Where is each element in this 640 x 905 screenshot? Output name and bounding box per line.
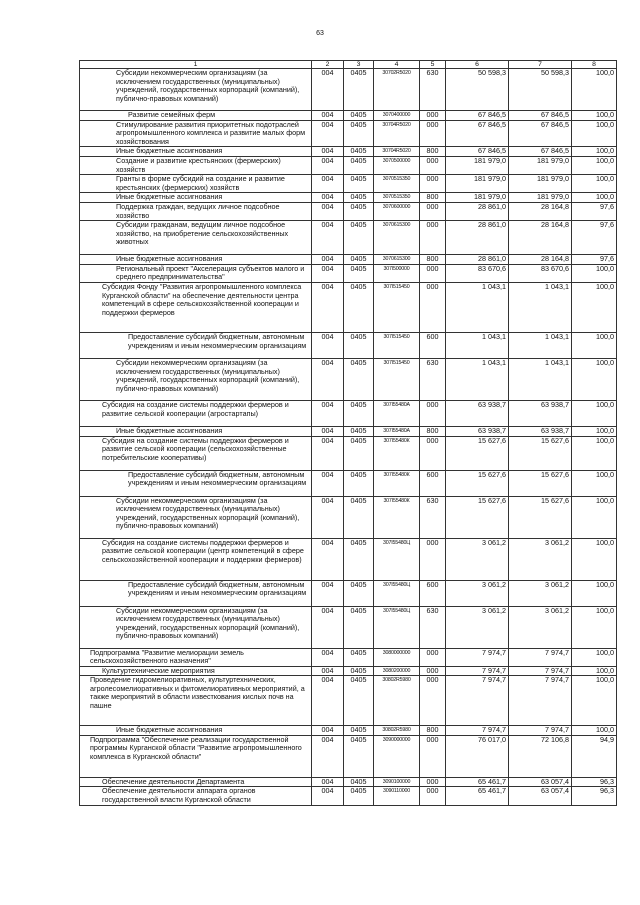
expense-type-code: 630	[420, 496, 446, 538]
target-article-code: 307I515450	[374, 332, 420, 358]
column-header: 3	[344, 61, 374, 69]
execution-percent: 100,0	[572, 580, 617, 606]
planned-amount: 83 670,6	[446, 264, 509, 282]
item-name: Субсидии гражданам, ведущим личное подсобное хозяйство, на приобретение сельскохозяйственных животных	[80, 221, 312, 255]
executed-amount: 67 846,5	[509, 120, 572, 147]
planned-amount: 50 598,3	[446, 69, 509, 111]
table-row	[80, 282, 617, 332]
ministry-code: 004	[312, 666, 344, 676]
planned-amount: 3 061,2	[446, 580, 509, 606]
expense-type-code: 000	[420, 202, 446, 220]
execution-percent: 100,0	[572, 666, 617, 676]
expense-type-code: 600	[420, 580, 446, 606]
section-code: 0405	[344, 120, 374, 147]
ministry-code: 004	[312, 496, 344, 538]
table-row	[80, 787, 617, 805]
ministry-code: 004	[312, 580, 344, 606]
planned-amount: 67 846,5	[446, 111, 509, 121]
ministry-code: 004	[312, 69, 344, 111]
executed-amount: 181 979,0	[509, 156, 572, 174]
planned-amount: 28 861,0	[446, 255, 509, 265]
table-row	[80, 175, 617, 193]
section-code: 0405	[344, 332, 374, 358]
target-article-code: 307I55480К	[374, 436, 420, 470]
item-name: Субсидия на создание системы поддержки фермеров и развитие сельской кооперации (агростартапы)	[80, 400, 312, 426]
executed-amount: 3 061,2	[509, 580, 572, 606]
table-row	[80, 120, 617, 147]
page-number: 63	[316, 30, 324, 37]
planned-amount: 3 061,2	[446, 606, 509, 648]
expense-type-code: 000	[420, 676, 446, 726]
execution-percent: 100,0	[572, 193, 617, 203]
executed-amount: 28 164,8	[509, 221, 572, 255]
section-code: 0405	[344, 255, 374, 265]
expense-type-code: 000	[420, 538, 446, 580]
planned-amount: 7 974,7	[446, 726, 509, 736]
column-header: 8	[572, 61, 617, 69]
target-article-code: 3070500000	[374, 156, 420, 174]
item-name: Субсидия на создание системы поддержки фермеров и развитие сельской кооперации (сельскохозяйственные потребительские кооперативы)	[80, 436, 312, 470]
target-article-code: 307I55480К	[374, 496, 420, 538]
table-row	[80, 111, 617, 121]
execution-percent: 100,0	[572, 282, 617, 332]
expense-type-code: 000	[420, 777, 446, 787]
expense-type-code: 000	[420, 787, 446, 805]
target-article-code: 3070600000	[374, 202, 420, 220]
ministry-code: 004	[312, 147, 344, 157]
item-name: Иные бюджетные ассигнования	[80, 726, 312, 736]
ministry-code: 004	[312, 538, 344, 580]
planned-amount: 15 627,6	[446, 436, 509, 470]
executed-amount: 63 938,7	[509, 426, 572, 436]
executed-amount: 50 598,3	[509, 69, 572, 111]
target-article-code: 3080000000	[374, 648, 420, 666]
ministry-code: 004	[312, 400, 344, 426]
planned-amount: 65 461,7	[446, 777, 509, 787]
executed-amount: 67 846,5	[509, 111, 572, 121]
section-code: 0405	[344, 193, 374, 203]
planned-amount: 67 846,5	[446, 147, 509, 157]
executed-amount: 3 061,2	[509, 538, 572, 580]
executed-amount: 181 979,0	[509, 193, 572, 203]
expense-type-code: 800	[420, 147, 446, 157]
target-article-code: 3070515350	[374, 193, 420, 203]
execution-percent: 100,0	[572, 175, 617, 193]
target-article-code: 30702R5020	[374, 69, 420, 111]
column-header: 5	[420, 61, 446, 69]
ministry-code: 004	[312, 120, 344, 147]
item-name: Иные бюджетные ассигнования	[80, 255, 312, 265]
column-header: 7	[509, 61, 572, 69]
execution-percent: 100,0	[572, 69, 617, 111]
item-name: Предоставление субсидий бюджетным, автономным учреждениям и иным некоммерческим организациям	[80, 332, 312, 358]
planned-amount: 63 938,7	[446, 400, 509, 426]
table-row	[80, 496, 617, 538]
executed-amount: 1 043,1	[509, 358, 572, 400]
table-row	[80, 580, 617, 606]
ministry-code: 004	[312, 777, 344, 787]
target-article-code: 3090110000	[374, 787, 420, 805]
table-row	[80, 332, 617, 358]
execution-percent: 100,0	[572, 726, 617, 736]
section-code: 0405	[344, 648, 374, 666]
execution-percent: 97,6	[572, 221, 617, 255]
item-name: Обеспечение деятельности аппарата органов государственной власти Курганской области	[80, 787, 312, 805]
target-article-code: 3070400000	[374, 111, 420, 121]
column-header: 2	[312, 61, 344, 69]
executed-amount: 15 627,6	[509, 436, 572, 470]
execution-percent: 100,0	[572, 606, 617, 648]
target-article-code: 307I55480Ц	[374, 606, 420, 648]
expense-type-code: 000	[420, 648, 446, 666]
expense-type-code: 600	[420, 332, 446, 358]
column-number-row	[80, 61, 617, 69]
section-code: 0405	[344, 436, 374, 470]
execution-percent: 100,0	[572, 156, 617, 174]
expense-type-code: 000	[420, 400, 446, 426]
item-name: Субсидии некоммерческим организациям (за исключением государственных (муниципальных) учреждений, государственных корпораций (компаний), публично-правовых компаний)	[80, 496, 312, 538]
section-code: 0405	[344, 606, 374, 648]
section-code: 0405	[344, 358, 374, 400]
execution-percent: 97,6	[572, 255, 617, 265]
executed-amount: 63 057,4	[509, 787, 572, 805]
executed-amount: 63 938,7	[509, 400, 572, 426]
table-row	[80, 156, 617, 174]
table-row	[80, 264, 617, 282]
expense-type-code: 000	[420, 666, 446, 676]
table-row	[80, 193, 617, 203]
expense-type-code: 800	[420, 426, 446, 436]
target-article-code: 307I55480А	[374, 426, 420, 436]
item-name: Субсидии некоммерческим организациям (за исключением государственных (муниципальных) учреждений, государственных корпораций (компаний), публично-правовых компаний)	[80, 606, 312, 648]
item-name: Обеспечение деятельности Департамента	[80, 777, 312, 787]
table-row	[80, 358, 617, 400]
section-code: 0405	[344, 787, 374, 805]
ministry-code: 004	[312, 735, 344, 777]
ministry-code: 004	[312, 426, 344, 436]
expense-type-code: 000	[420, 264, 446, 282]
target-article-code: 3070615300	[374, 221, 420, 255]
item-name: Субсидии некоммерческим организациям (за исключением государственных (муниципальных) учреждений, государственных корпораций (компаний), публично-правовых компаний)	[80, 69, 312, 111]
table-row	[80, 538, 617, 580]
planned-amount: 7 974,7	[446, 666, 509, 676]
expense-type-code: 630	[420, 606, 446, 648]
execution-percent: 100,0	[572, 332, 617, 358]
target-article-code: 3080200000	[374, 666, 420, 676]
table-row	[80, 436, 617, 470]
table-row	[80, 726, 617, 736]
table-row	[80, 426, 617, 436]
section-code: 0405	[344, 147, 374, 157]
execution-percent: 100,0	[572, 264, 617, 282]
ministry-code: 004	[312, 606, 344, 648]
execution-percent: 100,0	[572, 111, 617, 121]
planned-amount: 1 043,1	[446, 358, 509, 400]
table-row	[80, 69, 617, 111]
item-name: Развитие семейных ферм	[80, 111, 312, 121]
execution-percent: 100,0	[572, 538, 617, 580]
planned-amount: 65 461,7	[446, 787, 509, 805]
item-name: Иные бюджетные ассигнования	[80, 193, 312, 203]
expense-type-code: 000	[420, 120, 446, 147]
expense-type-code: 800	[420, 726, 446, 736]
section-code: 0405	[344, 282, 374, 332]
table-row	[80, 606, 617, 648]
table-row	[80, 400, 617, 426]
planned-amount: 181 979,0	[446, 193, 509, 203]
target-article-code: 307I515450	[374, 358, 420, 400]
section-code: 0405	[344, 496, 374, 538]
item-name: Создание и развитие крестьянских (фермерских) хозяйств	[80, 156, 312, 174]
target-article-code: 30704R5020	[374, 120, 420, 147]
expense-type-code: 630	[420, 358, 446, 400]
table-row	[80, 147, 617, 157]
execution-percent: 100,0	[572, 436, 617, 470]
expense-type-code: 800	[420, 255, 446, 265]
ministry-code: 004	[312, 436, 344, 470]
executed-amount: 7 974,7	[509, 726, 572, 736]
executed-amount: 7 974,7	[509, 666, 572, 676]
target-article-code: 307I55480Ц	[374, 580, 420, 606]
planned-amount: 7 974,7	[446, 648, 509, 666]
target-article-code: 307I500000	[374, 264, 420, 282]
ministry-code: 004	[312, 332, 344, 358]
item-name: Субсидии некоммерческим организациям (за исключением государственных (муниципальных) учреждений, государственных корпораций (компаний), публично-правовых компаний)	[80, 358, 312, 400]
ministry-code: 004	[312, 111, 344, 121]
column-header: 6	[446, 61, 509, 69]
target-article-code: 3090100000	[374, 777, 420, 787]
section-code: 0405	[344, 735, 374, 777]
ministry-code: 004	[312, 264, 344, 282]
section-code: 0405	[344, 777, 374, 787]
item-name: Гранты в форме субсидий на создание и развитие крестьянских (фермерских) хозяйств	[80, 175, 312, 193]
execution-percent: 96,3	[572, 777, 617, 787]
ministry-code: 004	[312, 787, 344, 805]
planned-amount: 181 979,0	[446, 175, 509, 193]
executed-amount: 1 043,1	[509, 282, 572, 332]
section-code: 0405	[344, 426, 374, 436]
section-code: 0405	[344, 264, 374, 282]
target-article-code: 3090000000	[374, 735, 420, 777]
executed-amount: 1 043,1	[509, 332, 572, 358]
expense-type-code: 800	[420, 193, 446, 203]
planned-amount: 181 979,0	[446, 156, 509, 174]
ministry-code: 004	[312, 156, 344, 174]
target-article-code: 307I55480А	[374, 400, 420, 426]
planned-amount: 1 043,1	[446, 332, 509, 358]
item-name: Подпрограмма "Обеспечение реализации государственной программы Курганской области "Развитие агропромышленного комплекса в Курганской области"	[80, 735, 312, 777]
target-article-code: 3070515350	[374, 175, 420, 193]
item-name: Стимулирование развития приоритетных подотраслей агропромышленного комплекса и развитие малых форм хозяйствования	[80, 120, 312, 147]
table-row	[80, 777, 617, 787]
execution-percent: 100,0	[572, 470, 617, 496]
section-code: 0405	[344, 111, 374, 121]
target-article-code: 307I55480Ц	[374, 538, 420, 580]
executed-amount: 28 164,8	[509, 202, 572, 220]
executed-amount: 3 061,2	[509, 606, 572, 648]
planned-amount: 15 627,6	[446, 496, 509, 538]
expense-type-code: 600	[420, 470, 446, 496]
budget-table	[79, 60, 617, 806]
execution-percent: 100,0	[572, 147, 617, 157]
table-row	[80, 648, 617, 666]
ministry-code: 004	[312, 648, 344, 666]
section-code: 0405	[344, 580, 374, 606]
table-row	[80, 221, 617, 255]
target-article-code: 3070615300	[374, 255, 420, 265]
execution-percent: 100,0	[572, 676, 617, 726]
executed-amount: 15 627,6	[509, 496, 572, 538]
execution-percent: 97,6	[572, 202, 617, 220]
ministry-code: 004	[312, 193, 344, 203]
executed-amount: 28 164,8	[509, 255, 572, 265]
expense-type-code: 000	[420, 111, 446, 121]
executed-amount: 7 974,7	[509, 676, 572, 726]
planned-amount: 3 061,2	[446, 538, 509, 580]
section-code: 0405	[344, 470, 374, 496]
section-code: 0405	[344, 156, 374, 174]
table-row	[80, 676, 617, 726]
execution-percent: 96,3	[572, 787, 617, 805]
target-article-code: 307I55480К	[374, 470, 420, 496]
executed-amount: 7 974,7	[509, 648, 572, 666]
table-row	[80, 255, 617, 265]
item-name: Подпрограмма "Развитие мелиорации земель сельскохозяйственного назначения"	[80, 648, 312, 666]
ministry-code: 004	[312, 282, 344, 332]
execution-percent: 94,9	[572, 735, 617, 777]
planned-amount: 76 017,0	[446, 735, 509, 777]
section-code: 0405	[344, 676, 374, 726]
ministry-code: 004	[312, 726, 344, 736]
item-name: Поддержка граждан, ведущих личное подсобное хозяйство	[80, 202, 312, 220]
section-code: 0405	[344, 221, 374, 255]
table-row	[80, 202, 617, 220]
executed-amount: 15 627,6	[509, 470, 572, 496]
target-article-code: 30802R5980	[374, 676, 420, 726]
section-code: 0405	[344, 202, 374, 220]
execution-percent: 100,0	[572, 648, 617, 666]
expense-type-code: 000	[420, 221, 446, 255]
target-article-code: 30802R5980	[374, 726, 420, 736]
planned-amount: 28 861,0	[446, 221, 509, 255]
item-name: Субсидия на создание системы поддержки фермеров и развитие сельской кооперации (центр компетенций в сфере сельскохозяйственной кооперации и поддержки фермеров)	[80, 538, 312, 580]
executed-amount: 181 979,0	[509, 175, 572, 193]
execution-percent: 100,0	[572, 400, 617, 426]
section-code: 0405	[344, 175, 374, 193]
table-row	[80, 666, 617, 676]
item-name: Культуртехнические мероприятия	[80, 666, 312, 676]
item-name: Иные бюджетные ассигнования	[80, 147, 312, 157]
ministry-code: 004	[312, 470, 344, 496]
ministry-code: 004	[312, 255, 344, 265]
execution-percent: 100,0	[572, 426, 617, 436]
expense-type-code: 000	[420, 175, 446, 193]
executed-amount: 63 057,4	[509, 777, 572, 787]
executed-amount: 83 670,6	[509, 264, 572, 282]
ministry-code: 004	[312, 358, 344, 400]
section-code: 0405	[344, 69, 374, 111]
item-name: Предоставление субсидий бюджетным, автономным учреждениям и иным некоммерческим организациям	[80, 580, 312, 606]
expense-type-code: 630	[420, 69, 446, 111]
section-code: 0405	[344, 400, 374, 426]
ministry-code: 004	[312, 202, 344, 220]
executed-amount: 72 106,8	[509, 735, 572, 777]
ministry-code: 004	[312, 175, 344, 193]
planned-amount: 28 861,0	[446, 202, 509, 220]
planned-amount: 1 043,1	[446, 282, 509, 332]
table-row	[80, 735, 617, 777]
execution-percent: 100,0	[572, 120, 617, 147]
expense-type-code: 000	[420, 735, 446, 777]
execution-percent: 100,0	[572, 358, 617, 400]
planned-amount: 15 627,6	[446, 470, 509, 496]
execution-percent: 100,0	[572, 496, 617, 538]
item-name: Предоставление субсидий бюджетным, автономным учреждениям и иным некоммерческим организациям	[80, 470, 312, 496]
ministry-code: 004	[312, 221, 344, 255]
expense-type-code: 000	[420, 156, 446, 174]
section-code: 0405	[344, 538, 374, 580]
target-article-code: 307I515450	[374, 282, 420, 332]
section-code: 0405	[344, 726, 374, 736]
planned-amount: 7 974,7	[446, 676, 509, 726]
planned-amount: 67 846,5	[446, 120, 509, 147]
target-article-code: 30704R5020	[374, 147, 420, 157]
ministry-code: 004	[312, 676, 344, 726]
planned-amount: 63 938,7	[446, 426, 509, 436]
expense-type-code: 000	[420, 436, 446, 470]
item-name: Субсидия Фонду "Развития агропромышленного комплекса Курганской области" на обеспечение деятельности центра компетенций в сфере сельскохозяйственной кооперации и поддержки фермеров	[80, 282, 312, 332]
item-name: Проведение гидромелиоративных, культуртехнических, агролесомелиоративных и фитомелиоративных мероприятий, а также мероприятий в области известкования кислых почв на пашне	[80, 676, 312, 726]
section-code: 0405	[344, 666, 374, 676]
executed-amount: 67 846,5	[509, 147, 572, 157]
column-header: 1	[80, 61, 312, 69]
item-name: Иные бюджетные ассигнования	[80, 426, 312, 436]
expense-type-code: 000	[420, 282, 446, 332]
table-row	[80, 470, 617, 496]
column-header: 4	[374, 61, 420, 69]
item-name: Региональный проект "Акселерация субъектов малого и среднего предпринимательства"	[80, 264, 312, 282]
